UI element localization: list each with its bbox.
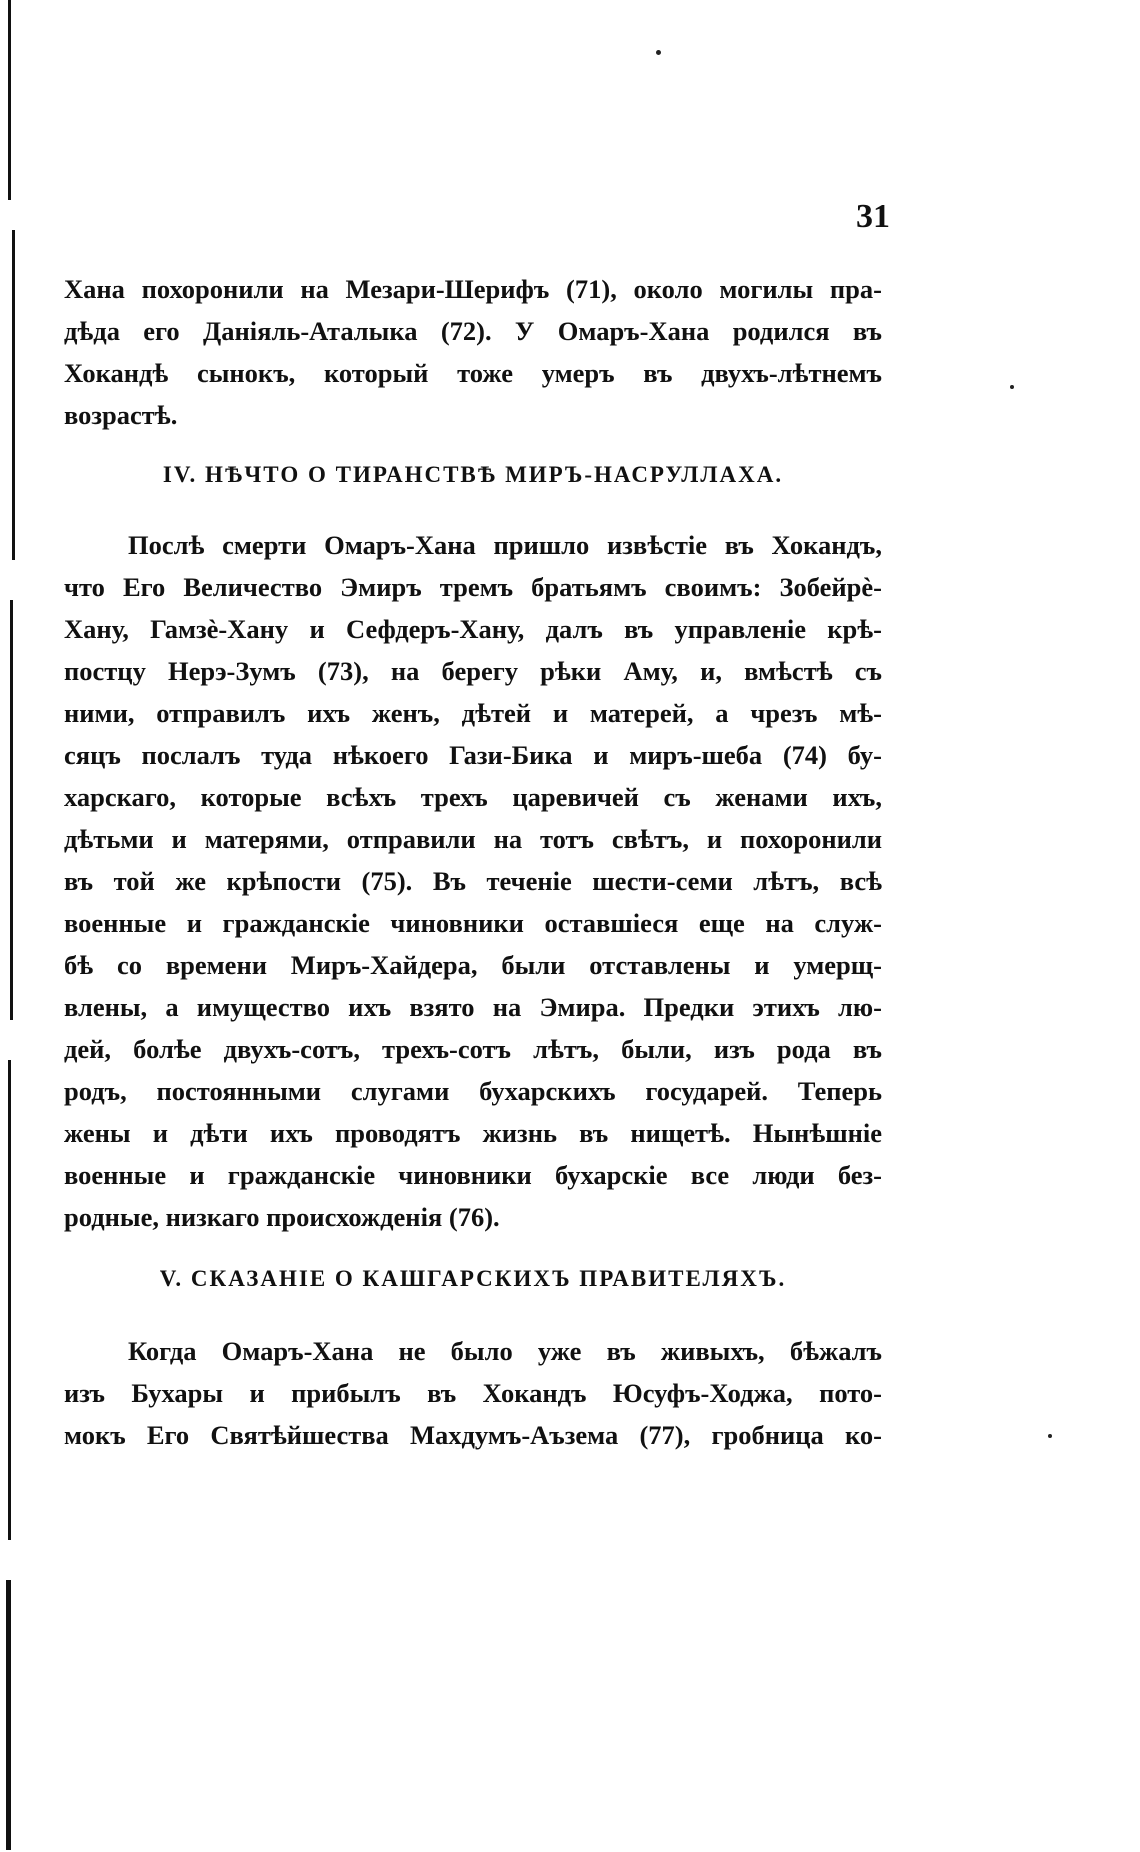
page-number: 31 — [856, 198, 890, 235]
binding-edge-mark — [8, 0, 11, 200]
text-line: постцу Нерэ-Зумъ (73), на берегу рѣки Аму, и, вмѣстѣ съ — [64, 656, 882, 686]
section-5-paragraph — [64, 1330, 882, 1456]
text-line: Когда Омаръ-Хана не было уже въ живыхъ, бѣжалъ — [128, 1336, 882, 1366]
text-line: Послѣ смерти Омаръ-Хана пришло извѣстіе въ Хокандъ, — [128, 530, 882, 560]
binding-edge-mark — [12, 230, 15, 560]
text-line: жены и дѣти ихъ проводятъ жизнь въ нищетѣ. Нынѣшніе — [64, 1118, 882, 1148]
text-line: военные и гражданскіе чиновники бухарскіе все люди без- — [64, 1160, 882, 1190]
text-line: бѣ со времени Миръ-Хайдера, были отставлены и умерщ- — [64, 950, 882, 980]
text-line: мокъ Его Святѣйшества Махдумъ-Аъзема (77), гробница ко- — [64, 1420, 882, 1450]
section-heading-4: IV. НѢЧТО О ТИРАНСТВѢ МИРЪ-НАСРУЛЛАХА. — [162, 462, 784, 487]
text-line: влены, а имущество ихъ взято на Эмира. Предки этихъ лю- — [64, 992, 882, 1022]
text-line: харскаго, которые всѣхъ трехъ царевичей съ женами ихъ, — [64, 782, 882, 812]
binding-edge-mark — [8, 1060, 11, 1540]
print-speck — [1010, 385, 1014, 389]
print-speck — [656, 50, 661, 55]
paragraph-continuation — [64, 268, 882, 436]
text-line: дѣтьми и матерями, отправили на тотъ свѣтъ, и похоронили — [64, 824, 882, 854]
text-line: дѣда его Даніяль-Аталыка (72). У Омаръ-Хана родился въ — [64, 316, 882, 346]
text-line: въ той же крѣпости (75). Въ теченіе шести-семи лѣтъ, всѣ — [64, 866, 882, 896]
text-line: Хана похоронили на Мезари-Шерифъ (71), около могилы пра- — [64, 274, 882, 304]
text-line: возрастѣ. — [64, 400, 178, 430]
text-line: родъ, постоянными слугами бухарскихъ государей. Теперь — [64, 1076, 882, 1106]
text-line: что Его Величество Эмиръ тремъ братьямъ своимъ: Зобейрè- — [64, 572, 882, 602]
text-line: дей, болѣе двухъ-сотъ, трехъ-сотъ лѣтъ, были, изъ рода въ — [64, 1034, 882, 1064]
text-line: изъ Бухары и прибылъ въ Хокандъ Юсуфъ-Ходжа, пото- — [64, 1378, 882, 1408]
text-line: Хану, Гамзè-Хану и Сефдеръ-Хану, далъ въ управленіе крѣ- — [64, 614, 882, 644]
print-speck — [1048, 1434, 1052, 1438]
text-line: Хокандѣ сынокъ, который тоже умеръ въ двухъ-лѣтнемъ — [64, 358, 882, 388]
text-line: ними, отправилъ ихъ женъ, дѣтей и матерей, а чрезъ мѣ- — [64, 698, 882, 728]
text-line: сяцъ послалъ туда нѣкоего Гази-Бика и миръ-шеба (74) бу- — [64, 740, 882, 770]
binding-edge-mark — [6, 1580, 11, 1850]
binding-edge-mark — [10, 600, 13, 1020]
section-4-paragraph — [64, 524, 882, 1238]
text-line: родные, низкаго происхожденія (76). — [64, 1202, 500, 1232]
section-heading-5: V. СКАЗАНІЕ О КАШГАРСКИХЪ ПРАВИТЕЛЯХЪ. — [159, 1266, 787, 1291]
text-line: военные и гражданскіе чиновники оставшіеся еще на служ- — [64, 908, 882, 938]
